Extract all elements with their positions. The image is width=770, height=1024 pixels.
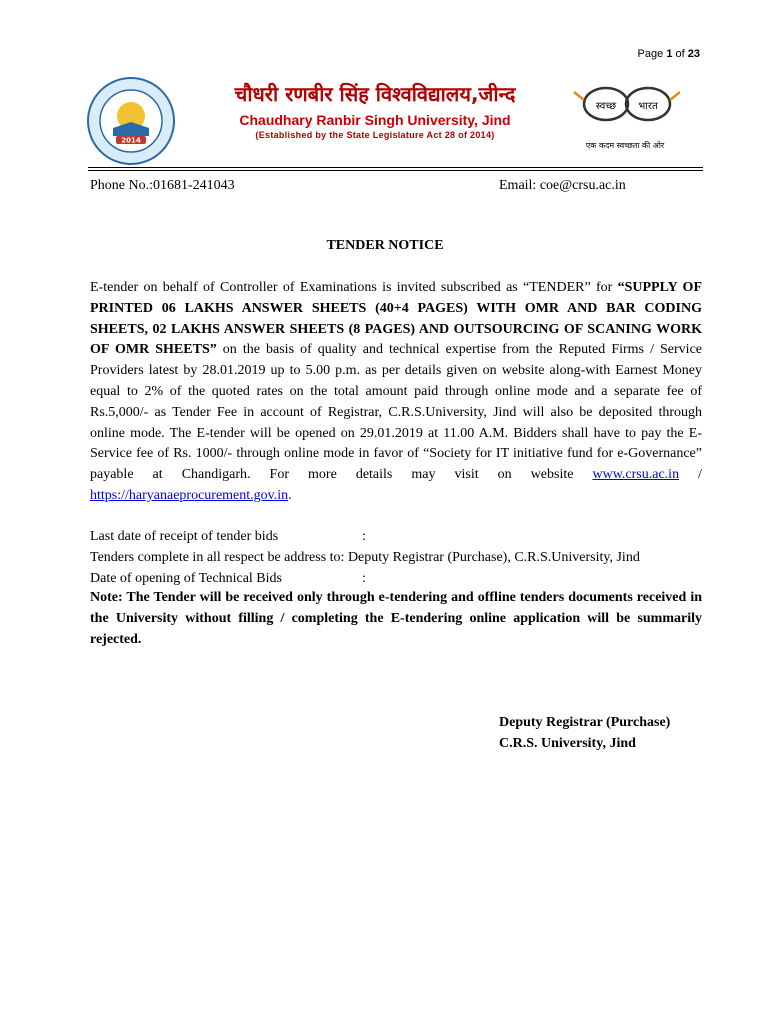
detail-value: :	[362, 529, 366, 544]
swachh-bharat-logo	[570, 82, 680, 154]
hindi-university-title: चौधरी रणबीर सिंह विश्वविद्यालय,जीन्द	[234, 82, 516, 106]
university-seal-logo	[86, 76, 176, 166]
link-separator: /	[679, 467, 702, 483]
detail-label: Tenders complete in all respect be address to:	[90, 550, 345, 565]
university-title: Chaudhary Ranbir Singh University, Jind	[239, 112, 511, 128]
notice-title: TENDER NOTICE	[326, 238, 444, 253]
notice-details: on the basis of quality and technical expertise from the Reputed Firms / Service Providers latest by 28.01.2019 up to 5.00 p.m. as per details given on website along-with Earnest Money equal to 2% of the quoted rates on the total amount paid through online mode and a separate fee of Rs.5,000/- as Tender Fee in account of Registrar, C.R.S.University, Jind will also be deposited through online mode. The E-tender will be opened on 29.01.2019 at 11.00 A.M. Bidders shall have to pay the E-Service fee of Rs. 1000/- through online mode in favor of “Society for IT initiative fund for e-Governance” payable at Chandigarh. For more details may visit on website	[90, 342, 702, 483]
notice-intro: E-tender on behalf of Controller of Examinations is invited subscribed as “TENDER” for	[90, 280, 613, 295]
logo-year: 2014	[121, 136, 141, 145]
page-of: of	[675, 48, 685, 60]
notice-body	[90, 278, 702, 507]
detail-value: :	[362, 571, 366, 586]
swachh-tagline: एक कदम स्वच्छता की ओर	[585, 141, 665, 150]
email-address: Email: coe@crsu.ac.in	[499, 178, 626, 193]
detail-row-opening-date	[90, 568, 705, 589]
swachh-text: स्वच्छ	[595, 101, 617, 112]
detail-label: Last date of receipt of tender bids	[90, 529, 279, 544]
bharat-text: भारत	[638, 101, 658, 112]
established-text: (Established by the State Legislature Act 28 of 2014)	[255, 130, 495, 140]
rejection-note: Note: The Tender will be received only through e-tendering and offline tenders documents received in the University without filling / completing the E-tendering online application will be summarily rejected.	[90, 590, 702, 647]
page-current: 1	[666, 48, 673, 60]
detail-value: Deputy Registrar (Purchase), C.R.S.University, Jind	[347, 550, 640, 565]
page-label: Page	[637, 48, 664, 60]
detail-row-address	[90, 547, 705, 568]
phone-number: Phone No.:01681-241043	[90, 178, 235, 193]
header-rule-double	[88, 170, 703, 171]
page-total: 23	[687, 48, 700, 60]
tender-details	[90, 526, 705, 589]
detail-label: Date of opening of Technical Bids	[90, 571, 282, 586]
header-rule	[88, 167, 703, 168]
signature-block	[499, 712, 670, 754]
notice-end: .	[288, 487, 292, 503]
haryana-eprocurement-link[interactable]: https://haryanaeprocurement.gov.in	[90, 487, 289, 503]
signatory-organization: C.R.S. University, Jind	[499, 736, 636, 751]
detail-row-last-date	[90, 526, 705, 547]
page-number	[638, 48, 700, 60]
notice-subject: “SUPPLY OF PRINTED 06 LAKHS ANSWER SHEETS (40+4 PAGES) WITH OMR AND BAR CODING SHEETS, 02 LAKHS ANSWER SHEETS (8 PAGES) AND OUTSOURCING OF SCANING WORK OF OMR SHEETS”	[90, 280, 702, 358]
signatory-designation: Deputy Registrar (Purchase)	[499, 715, 671, 730]
crsu-website-link[interactable]: www.crsu.ac.in	[592, 467, 680, 483]
